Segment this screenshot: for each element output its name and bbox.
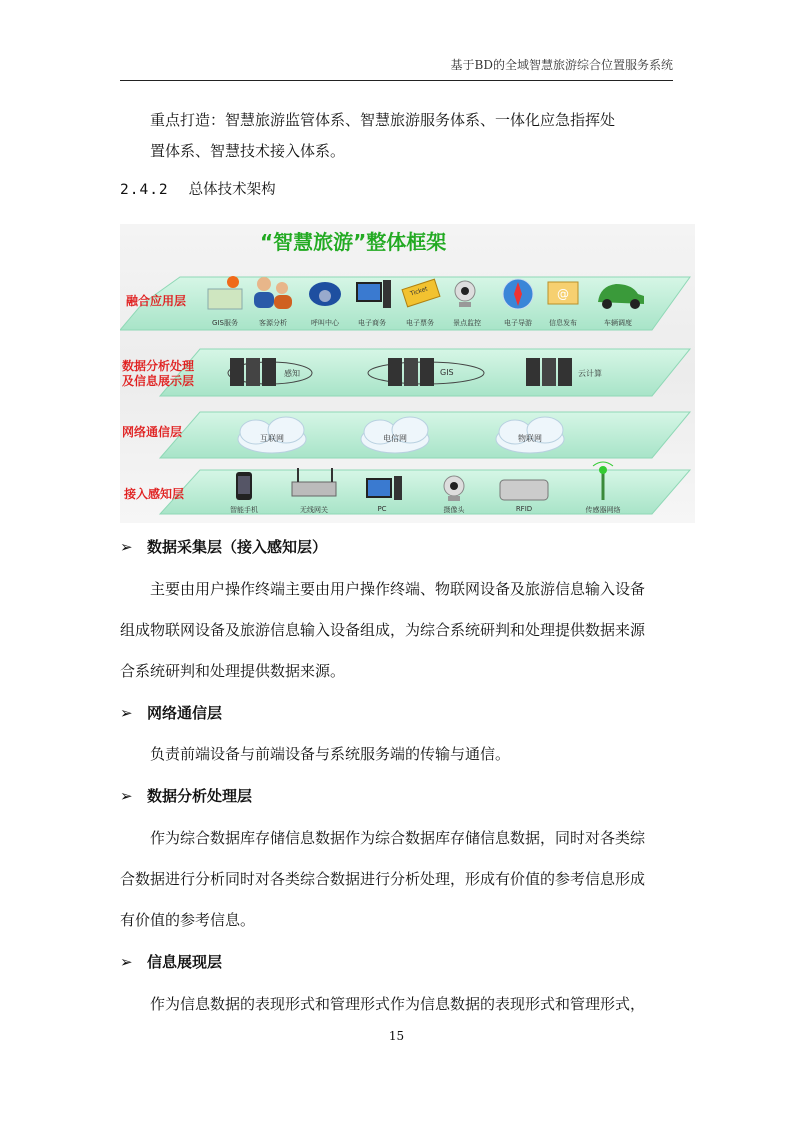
intro-line-1: 重点打造：智慧旅游监管体系、智慧旅游服务体系、一体化应急指挥处 <box>150 111 616 129</box>
body-line: 组成物联网设备及旅游信息输入设备组成，为综合系统研判和处理提供数据来源 <box>120 621 646 639</box>
section-title: 总体技术架构 <box>188 182 276 198</box>
bullet-heading-text: 网络通信层 <box>147 704 223 722</box>
app-caption: 景点监控 <box>453 319 481 327</box>
page-header-title: 基于BD的全域智慧旅游综合位置服务系统 <box>450 58 673 72</box>
device-caption: RFID <box>515 505 533 513</box>
app-caption: 电子票务 <box>406 319 434 327</box>
arrow-bullet-icon: ➢ <box>120 538 133 556</box>
layer-label-processing <box>122 359 194 389</box>
section-number: 2.4.2 <box>120 182 169 198</box>
section-heading <box>120 178 276 199</box>
device-caption: 无线网关 <box>300 506 328 514</box>
pc-icon <box>366 476 402 500</box>
layer-label-processing-line1: 数据分析处理 <box>122 359 195 373</box>
telephone-icon <box>309 282 341 306</box>
server-label: GIS <box>440 368 454 377</box>
page-number: 15 <box>388 1029 405 1043</box>
device-caption: 智能手机 <box>230 506 258 514</box>
server-group-3 <box>526 358 572 386</box>
body-line: 合系统研判和处理提供数据来源。 <box>120 662 346 680</box>
rfid-icon <box>500 480 548 500</box>
bullet-heading-text: 数据采集层（接入感知层） <box>147 538 328 556</box>
layer-label-access: 接入感知层 <box>124 487 185 501</box>
server-label: 感知 <box>284 369 300 378</box>
bullet-heading-text: 数据分析处理层 <box>147 787 253 805</box>
smartphone-icon <box>236 472 252 500</box>
bullet-heading <box>120 785 252 806</box>
device-caption: PC <box>377 505 387 513</box>
figure-bands <box>120 224 695 523</box>
arrow-bullet-icon: ➢ <box>120 787 133 805</box>
app-caption: GIS服务 <box>212 319 238 327</box>
device-caption: 传感器网络 <box>585 506 621 514</box>
architecture-figure <box>120 224 695 523</box>
body-line: 作为综合数据库存储信息数据作为综合数据库存储信息数据，同时对各类综 <box>150 829 646 847</box>
body-line: 负责前端设备与前端设备与系统服务端的传输与通信。 <box>150 745 511 763</box>
server-label: 云计算 <box>578 369 602 378</box>
layer-label-network: 网络通信层 <box>122 425 183 439</box>
layer-label-processing-line2: 及信息展示层 <box>122 374 195 388</box>
svg-text:@: @ <box>557 287 569 301</box>
app-caption: 信息发布 <box>549 319 577 327</box>
layer-label-application: 融合应用层 <box>126 294 187 308</box>
figure-title: “智慧旅游”整体框架 <box>260 230 447 254</box>
bullet-heading-text: 信息展现层 <box>147 953 223 971</box>
app-caption: 电子商务 <box>358 319 386 327</box>
device-caption: 摄像头 <box>443 506 465 514</box>
intro-line-2: 置体系、智慧技术接入体系。 <box>150 142 346 160</box>
body-line: 作为信息数据的表现形式和管理形式作为信息数据的表现形式和管理形式， <box>150 995 646 1013</box>
bullet-heading <box>120 536 327 557</box>
app-caption: 车辆调度 <box>604 319 632 327</box>
arrow-bullet-icon: ➢ <box>120 704 133 722</box>
ticket-text: Ticket <box>409 285 429 298</box>
arrow-bullet-icon: ➢ <box>120 953 133 971</box>
body-line: 主要由用户操作终端主要由用户操作终端、物联网设备及旅游信息输入设备 <box>150 580 646 598</box>
network-label: 电信网 <box>383 434 407 443</box>
app-caption: 电子导游 <box>504 319 532 327</box>
network-label: 物联网 <box>518 434 542 443</box>
header-rule <box>120 80 673 81</box>
body-line: 有价值的参考信息。 <box>120 911 256 929</box>
app-caption: 呼叫中心 <box>311 319 339 327</box>
body-line: 合数据进行分析同时对各类综合数据进行分析处理，形成有价值的参考信息形成 <box>120 870 646 888</box>
compass-icon <box>503 279 533 309</box>
bullet-heading <box>120 951 222 972</box>
app-caption: 客源分析 <box>259 319 287 327</box>
network-label: 互联网 <box>260 434 284 443</box>
email-icon <box>548 282 578 304</box>
bullet-heading <box>120 702 222 723</box>
